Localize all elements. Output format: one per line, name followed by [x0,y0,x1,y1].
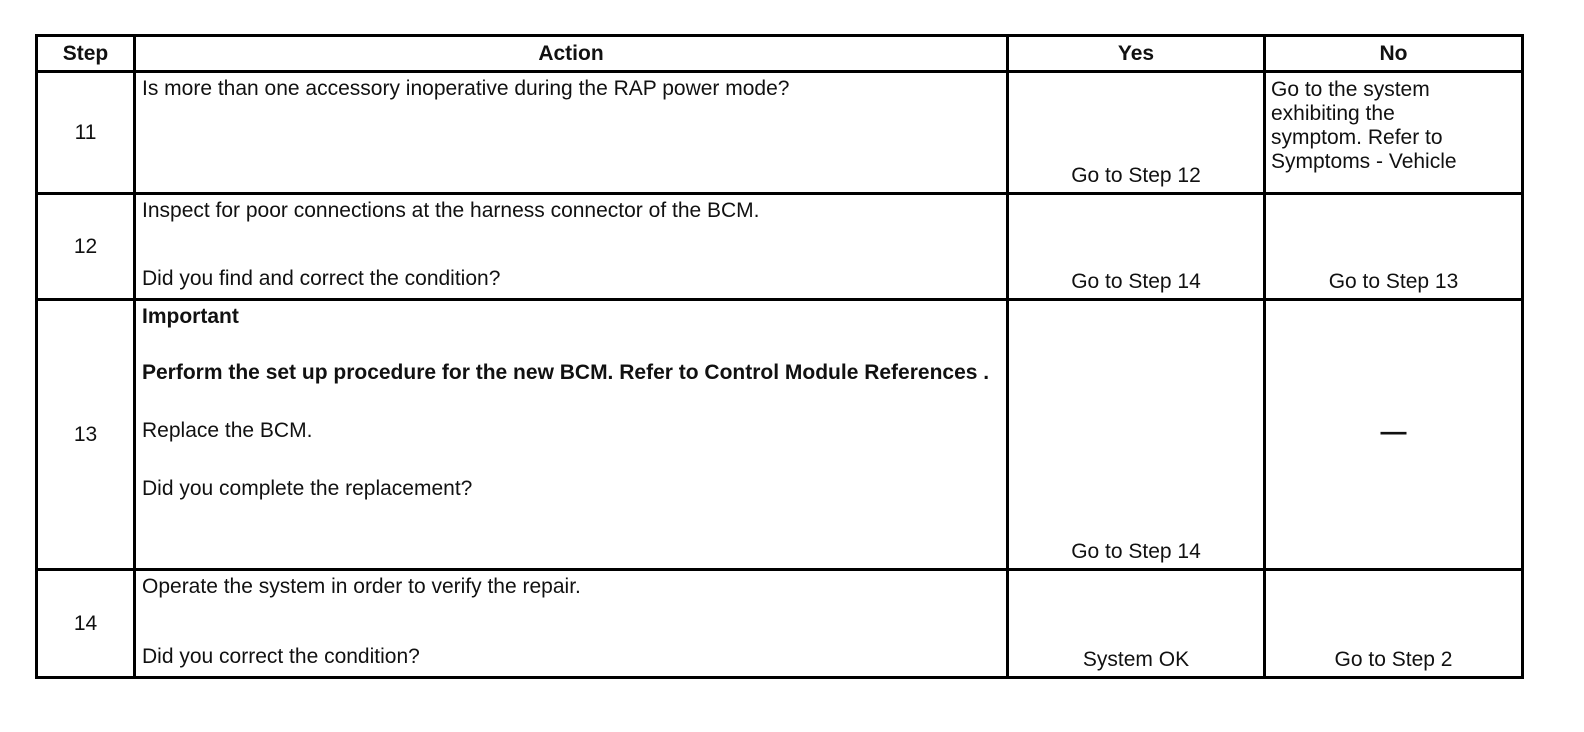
table-row [37,300,1523,570]
step-number: 12 [37,194,135,300]
action-question: Did you correct the condition? [142,645,420,668]
no-link[interactable]: Go to Step 2 [1265,570,1523,678]
header-action: Action [135,36,1008,72]
no-text-line: symptom. Refer to [1271,126,1443,149]
step-number: 11 [37,72,135,194]
action-text: Inspect for poor connections at the harness connector of the BCM. [142,199,760,222]
action-question: Did you complete the replacement? [142,477,473,500]
header-step: Step [37,36,135,72]
header-no: No [1265,36,1523,72]
step-number: 14 [37,570,135,678]
action-text: Operate the system in order to verify the repair. [142,575,581,598]
action-question: Did you find and correct the condition? [142,267,501,290]
table-row [37,72,1523,194]
yes-link[interactable]: Go to Step 14 [1008,194,1265,300]
important-note: Perform the set up procedure for the new BCM. Refer to Control Module References . [142,361,990,384]
no-value-dash: — [1380,416,1407,446]
no-link[interactable]: Go to Step 13 [1265,194,1523,300]
table-row [37,194,1523,300]
no-text-line: Symptoms - Vehicle [1271,150,1457,173]
yes-link[interactable]: Go to Step 14 [1008,300,1265,570]
header-yes: Yes [1008,36,1265,72]
action-text: Replace the BCM. [142,419,313,442]
no-cell [1265,300,1523,570]
no-cell[interactable] [1265,72,1523,194]
action-cell [135,72,1008,194]
step-number: 13 [37,300,135,570]
table-header-row [37,36,1523,72]
yes-result: System OK [1008,570,1265,678]
table-row [37,570,1523,678]
action-cell [135,194,1008,300]
diagnostic-table [35,34,1524,679]
yes-link[interactable]: Go to Step 12 [1008,72,1265,194]
important-label: Important [142,305,239,328]
action-cell [135,570,1008,678]
action-cell [135,300,1008,570]
action-text: Is more than one accessory inoperative during the RAP power mode? [142,77,790,100]
no-text-line: Go to the system [1271,78,1430,101]
no-text-line: exhibiting the [1271,102,1395,125]
